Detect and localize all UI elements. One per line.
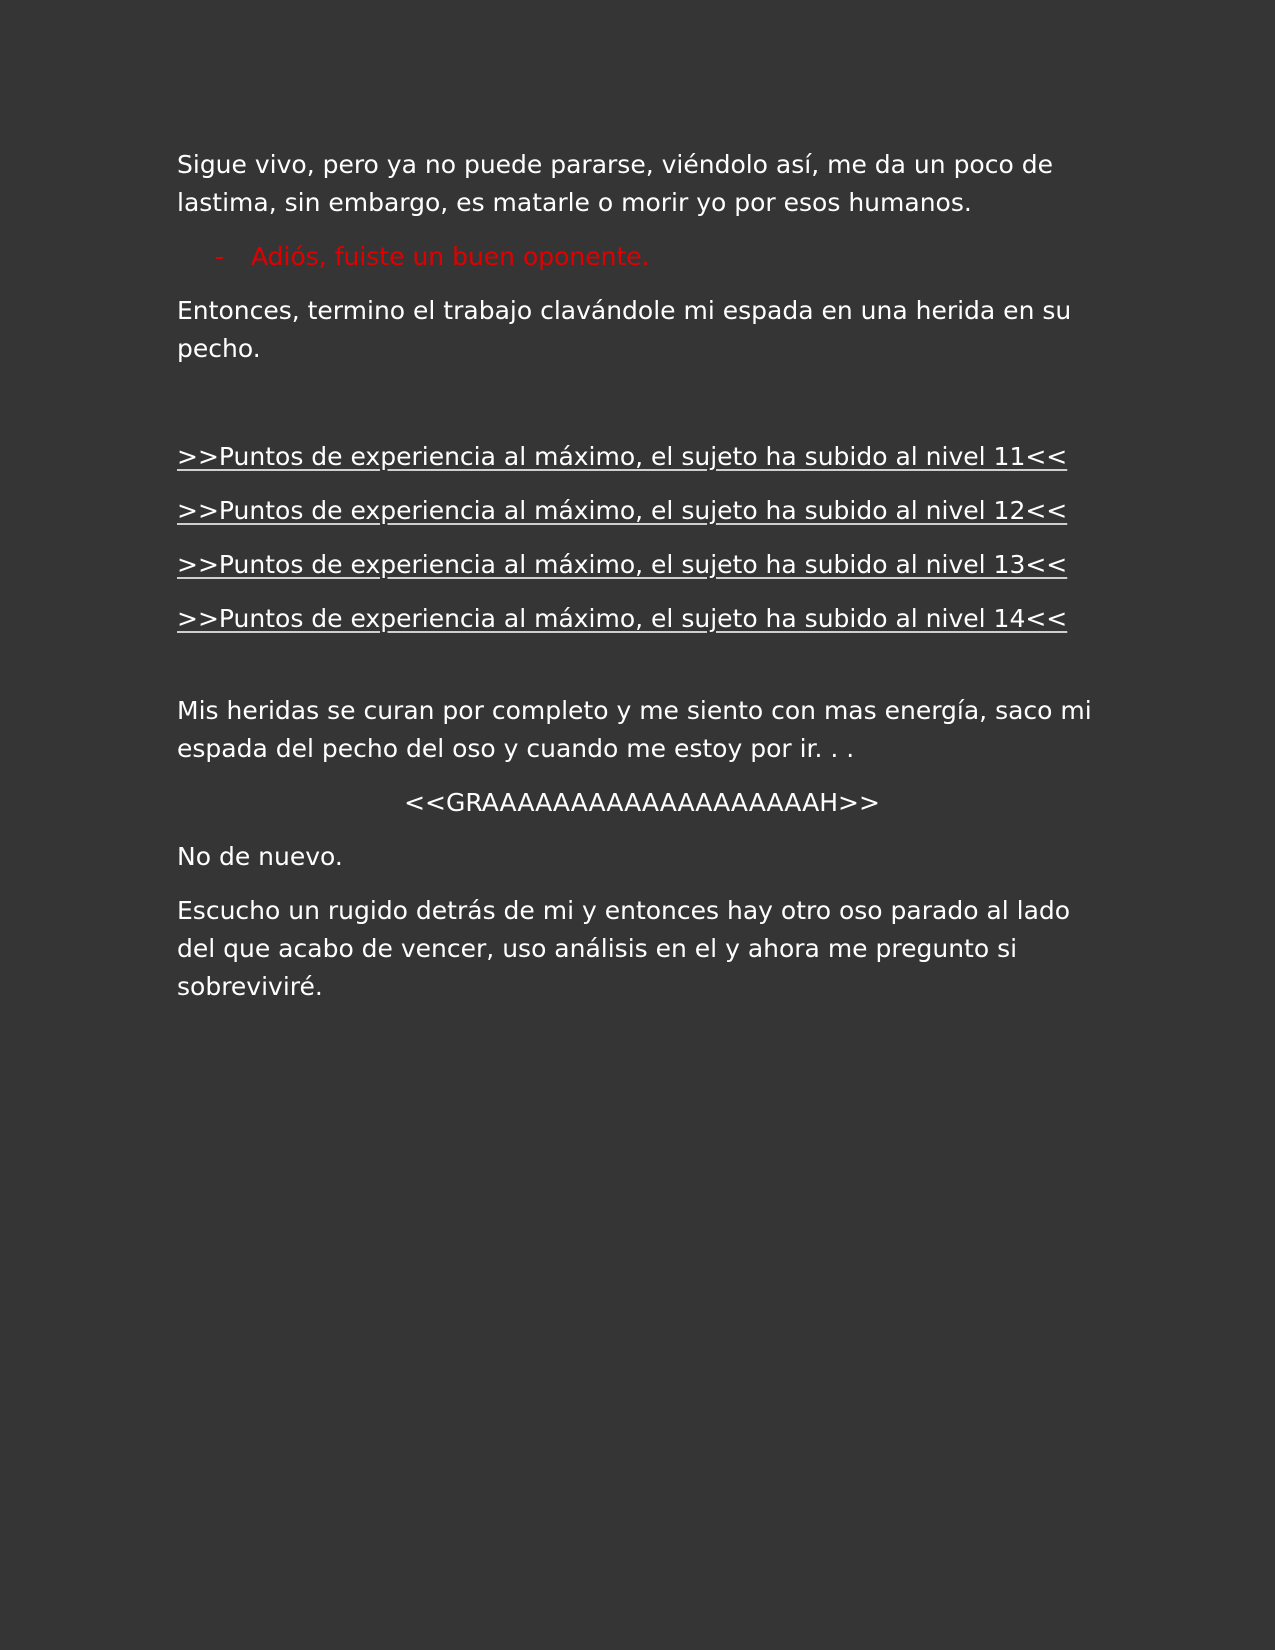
dialogue-text: Adiós, fuiste un buen oponente. (251, 242, 650, 271)
system-message-3: >>Puntos de experiencia al máximo, el sujeto ha subido al nivel 13<< (177, 550, 1068, 579)
roar-line: <<GRAAAAAAAAAAAAAAAAAAAH>> (404, 788, 880, 817)
paragraph-5: Escucho un rugido detrás de mi y entonces hay otro oso parado al lado del que acabo de vencer, uso análisis en el y ahora me pregunto si sobreviviré. (177, 896, 1071, 1001)
document-page (177, 146, 1107, 1022)
paragraph-1: Sigue vivo, pero ya no puede pararse, viéndolo así, me da un poco de lastima, sin embargo, es matarle o morir yo por esos humanos. (177, 150, 1053, 217)
dialogue-dash: - (215, 242, 225, 271)
paragraph-3: Mis heridas se curan por completo y me siento con mas energía, saco mi espada del pecho del oso y cuando me estoy por ir. . . (177, 696, 1092, 763)
system-message-2: >>Puntos de experiencia al máximo, el sujeto ha subido al nivel 12<< (177, 496, 1068, 525)
dialogue-line (177, 238, 1107, 276)
system-message-1: >>Puntos de experiencia al máximo, el sujeto ha subido al nivel 11<< (177, 442, 1068, 471)
spacer (177, 384, 1107, 438)
spacer (177, 654, 1107, 692)
paragraph-2: Entonces, termino el trabajo clavándole mi espada en una herida en su pecho. (177, 296, 1072, 363)
paragraph-4: No de nuevo. (177, 842, 343, 871)
system-message-4: >>Puntos de experiencia al máximo, el sujeto ha subido al nivel 14<< (177, 604, 1068, 633)
